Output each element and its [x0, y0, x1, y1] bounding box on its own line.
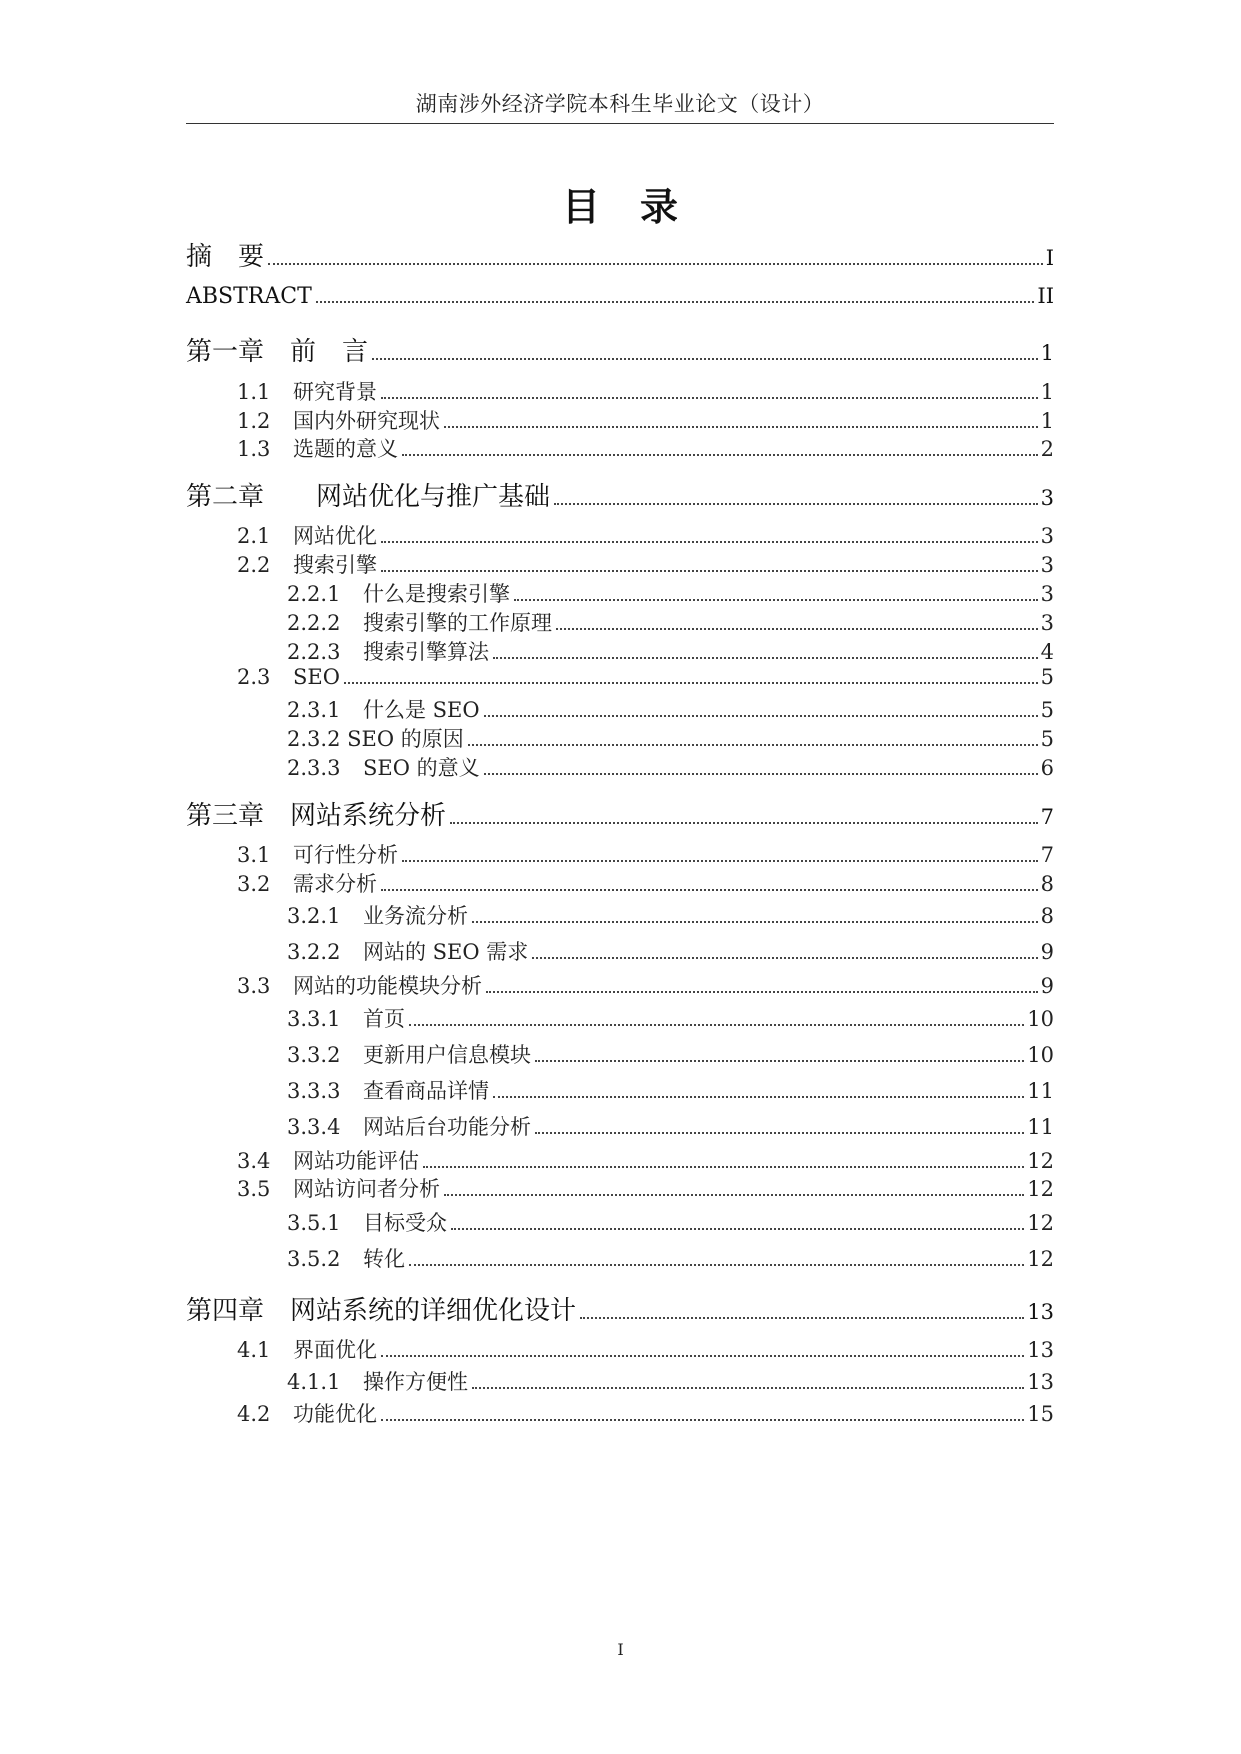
toc-entry[interactable] [287, 636, 1054, 666]
toc-entry[interactable] [237, 376, 1054, 406]
toc-entry-number: 3.1 [237, 843, 271, 867]
toc-entry[interactable] [186, 331, 1054, 368]
dot-leader [514, 599, 1038, 601]
toc-entry-number: 2.3.1 [287, 698, 341, 722]
toc-entry[interactable] [186, 236, 1054, 273]
toc-entry-title: 网站的功能模块分析 [293, 974, 482, 998]
dot-leader [381, 889, 1038, 891]
dot-leader [402, 454, 1038, 456]
toc-entry-number: 3.3.2 [287, 1043, 341, 1067]
toc-entry-page: 6 [1040, 756, 1054, 780]
toc-entry-number: 2.3 [237, 665, 271, 689]
toc-entry[interactable] [237, 1334, 1054, 1364]
toc-entry-title: 查看商品详情 [363, 1079, 489, 1103]
toc-entry-number: 2.2 [237, 553, 271, 577]
toc-entry-title: 需求分析 [293, 872, 377, 896]
toc-entry[interactable] [237, 549, 1054, 579]
dot-leader [381, 1355, 1024, 1357]
toc-entry-page: 13 [1027, 1370, 1054, 1394]
toc-entry[interactable] [287, 1003, 1054, 1033]
dot-leader [493, 657, 1038, 659]
toc-entry-page: 10 [1027, 1043, 1054, 1067]
toc-entry-title: 什么是 SEO [363, 698, 480, 722]
dot-leader [381, 570, 1038, 572]
dot-leader [444, 426, 1038, 428]
toc-entry-page: 3 [1040, 582, 1054, 606]
toc-entry-page: 5 [1040, 665, 1054, 689]
toc-entry[interactable] [287, 1366, 1054, 1396]
toc-entry[interactable] [287, 578, 1054, 608]
toc-entry-page: 13 [1027, 1338, 1054, 1362]
dot-leader [532, 957, 1037, 959]
toc-entry-number: 3.2.1 [287, 904, 341, 928]
toc-entry[interactable] [237, 520, 1054, 550]
toc-entry-number: 4.1.1 [287, 1370, 341, 1394]
toc-entry-title: 摘 要 [186, 242, 265, 272]
toc-entry-number: 3.2 [237, 872, 271, 896]
toc-entry-title: 功能优化 [293, 1402, 377, 1426]
toc-entry-number: 3.5.2 [287, 1247, 341, 1271]
dot-leader [556, 628, 1038, 630]
toc-entry[interactable] [237, 839, 1054, 869]
toc-entry[interactable] [237, 1145, 1054, 1175]
dot-leader [344, 682, 1038, 684]
dot-leader [444, 1194, 1024, 1196]
running-header: 湖南涉外经济学院本科生毕业论文（设计） [415, 92, 825, 116]
toc-entry[interactable] [287, 1039, 1054, 1069]
toc-entry-page: 9 [1040, 974, 1054, 998]
toc-entry[interactable] [287, 1075, 1054, 1105]
dot-leader [468, 744, 1038, 746]
toc-entry-title: 什么是搜索引擎 [363, 582, 510, 606]
toc-entry[interactable] [237, 405, 1054, 435]
toc-entry-number: 3.3 [237, 974, 271, 998]
toc-entry-title: 首页 [363, 1007, 405, 1031]
toc-entry-number: 2.2.1 [287, 582, 341, 606]
toc-entry-page: 12 [1027, 1211, 1054, 1235]
dot-leader [381, 1419, 1024, 1421]
toc-entry[interactable] [287, 752, 1054, 782]
toc-entry-page: 3 [1040, 524, 1054, 548]
toc-entry[interactable] [287, 607, 1054, 637]
toc-entry-page: 3 [1040, 611, 1054, 635]
toc-entry[interactable] [237, 433, 1054, 463]
toc-entry-number: 1.3 [237, 437, 271, 461]
toc-entry-title: 可行性分析 [293, 843, 398, 867]
toc-entry-number: 3.2.2 [287, 940, 341, 964]
dot-leader [381, 397, 1038, 399]
dot-leader [484, 715, 1038, 717]
toc-entry-page: 9 [1040, 940, 1054, 964]
toc-entry[interactable] [287, 1243, 1054, 1273]
dot-leader [535, 1132, 1024, 1134]
toc-entry[interactable] [287, 1111, 1054, 1141]
toc-entry-number: 3.3.3 [287, 1079, 341, 1103]
toc-entry-title: 搜索引擎 [293, 553, 377, 577]
toc-entry[interactable] [186, 476, 1054, 513]
toc-entry-page: 7 [1040, 843, 1054, 867]
toc-entry[interactable] [287, 936, 1054, 966]
toc-entry-title: 网站优化 [293, 524, 377, 548]
toc-entry-number: 3.3.4 [287, 1115, 341, 1139]
toc-entry[interactable] [186, 284, 1054, 309]
toc-entry-title: 搜索引擎算法 [363, 640, 489, 664]
toc-entry-title: 2.3.2 SEO 的原因 [287, 727, 464, 751]
dot-leader [486, 991, 1038, 993]
toc-entry-page: 11 [1027, 1115, 1054, 1139]
toc-entry-page: 10 [1027, 1007, 1054, 1031]
page-title: 目 录 [561, 185, 679, 229]
dot-leader [472, 921, 1038, 923]
toc-entry-page: 12 [1027, 1177, 1054, 1201]
toc-entry-title: SEO [293, 665, 340, 689]
dot-leader [268, 263, 1043, 265]
dot-leader [554, 503, 1038, 505]
toc-entry-number: 2.2.2 [287, 611, 341, 635]
toc-entry-page: 8 [1040, 904, 1054, 928]
toc-entry[interactable] [237, 665, 1054, 689]
toc-entry[interactable] [237, 1173, 1054, 1203]
toc-entry-title: 网站功能评估 [293, 1149, 419, 1173]
toc-entry-title: 界面优化 [293, 1338, 377, 1362]
toc-entry-title: ABSTRACT [186, 284, 312, 309]
toc-entry-page: 15 [1027, 1402, 1054, 1426]
toc-entry-title: 目标受众 [363, 1211, 447, 1235]
dot-leader [402, 860, 1038, 862]
toc-entry-page: 1 [1040, 341, 1054, 365]
toc-entry-page: 3 [1040, 553, 1054, 577]
toc-entry-title: 国内外研究现状 [293, 409, 440, 433]
toc-entry-title: 网站访问者分析 [293, 1177, 440, 1201]
toc-entry-number: 1.1 [237, 380, 271, 404]
dot-leader [450, 822, 1038, 824]
dot-leader [409, 1024, 1024, 1026]
dot-leader [472, 1387, 1024, 1389]
toc-entry[interactable] [287, 1207, 1054, 1237]
toc-entry-number: 2.3.3 [287, 756, 341, 780]
toc-entry-number: 3.4 [237, 1149, 271, 1173]
page-number: I [617, 1640, 624, 1659]
toc-entry-page: 3 [1040, 486, 1054, 510]
toc-entry-number: 4.2 [237, 1402, 271, 1426]
dot-leader [484, 773, 1038, 775]
toc-entry-title: 第二章 网站优化与推广基础 [186, 482, 551, 512]
toc-entry-page: 1 [1040, 409, 1054, 433]
dot-leader [493, 1096, 1024, 1098]
toc-entry-page: 12 [1027, 1247, 1054, 1271]
dot-leader [423, 1166, 1024, 1168]
toc-entry-number: 2.1 [237, 524, 271, 548]
toc-entry-page: 11 [1027, 1079, 1054, 1103]
toc-entry-number: 3.3.1 [287, 1007, 341, 1031]
toc-entry-number: 4.1 [237, 1338, 271, 1362]
toc-entry-title: 转化 [363, 1247, 405, 1271]
toc-entry[interactable] [186, 1290, 1054, 1327]
dot-leader [409, 1264, 1024, 1266]
dot-leader [316, 301, 1035, 303]
toc-entry[interactable] [186, 795, 1054, 832]
dot-leader [381, 541, 1038, 543]
toc-entry-title: 第三章 网站系统分析 [186, 801, 447, 831]
dot-leader [580, 1317, 1024, 1319]
toc-entry-title: 业务流分析 [363, 904, 468, 928]
toc-entry-page: 8 [1040, 872, 1054, 896]
toc-entry-title: 网站后台功能分析 [363, 1115, 531, 1139]
toc-entry-title: 第四章 网站系统的详细优化设计 [186, 1296, 577, 1326]
toc-entry-page: 12 [1027, 1149, 1054, 1173]
dot-leader [451, 1228, 1024, 1230]
toc-entry-title: 选题的意义 [293, 437, 398, 461]
toc-entry-number: 1.2 [237, 409, 271, 433]
toc-entry-title: SEO 的意义 [363, 756, 480, 780]
toc-entry[interactable] [237, 868, 1054, 898]
toc-entry-page: 4 [1040, 640, 1054, 664]
toc-entry[interactable] [287, 694, 1054, 724]
toc-entry-title: 更新用户信息模块 [363, 1043, 531, 1067]
toc-entry-page: 13 [1027, 1300, 1054, 1324]
toc-entry[interactable] [287, 723, 1054, 753]
dot-leader [372, 358, 1038, 360]
toc-entry-number: 3.5 [237, 1177, 271, 1201]
toc-entry-page: I [1045, 246, 1054, 270]
toc-entry-title: 搜索引擎的工作原理 [363, 611, 552, 635]
toc-entry-page: 5 [1040, 727, 1054, 751]
toc-entry-title: 网站的 SEO 需求 [363, 940, 529, 964]
toc-entry-page: II [1037, 284, 1054, 308]
toc-entry[interactable] [237, 970, 1054, 1000]
toc-entry-page: 2 [1040, 437, 1054, 461]
toc-entry[interactable] [287, 900, 1054, 930]
toc-entry-title: 操作方便性 [363, 1370, 468, 1394]
toc-entry-page: 5 [1040, 698, 1054, 722]
toc-entry-page: 7 [1040, 805, 1054, 829]
toc-entry-number: 2.2.3 [287, 640, 341, 664]
toc-entry-title: 研究背景 [293, 380, 377, 404]
toc-entry[interactable] [237, 1398, 1054, 1428]
dot-leader [535, 1060, 1024, 1062]
toc-entry-page: 1 [1040, 380, 1054, 404]
toc-entry-number: 3.5.1 [287, 1211, 341, 1235]
toc-entry-title: 第一章 前 言 [186, 337, 369, 367]
